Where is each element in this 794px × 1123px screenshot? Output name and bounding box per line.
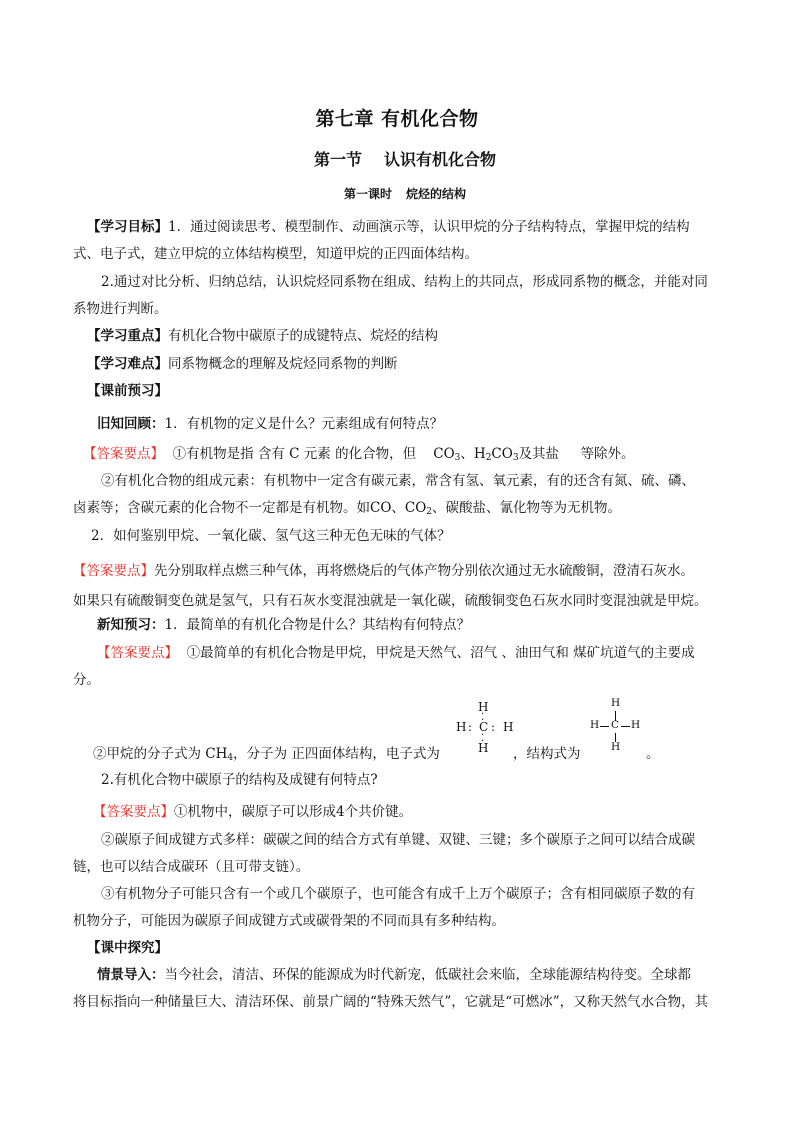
review-answer-1: 【答案要点】 ①有机物是指 含有 C 元素 的化合物，但 $CO_3$、$H_2CO_3$及其盐 等除外。 [83,446,635,463]
new-question-2: 2.有机化合物中碳原子的结构及成键有何特点? [101,772,378,788]
new-answer-b2-line-2: 链，也可以结合成碳环（且可带支链）。 [73,859,310,875]
new-answer-1-line-1: 【答案要点】 ①最简单的有机化合物是甲烷，甲烷是天然气、沼气 、油田气和 煤矿坑道气的主要成 [97,645,695,661]
answer-label: 【答案要点】 [97,645,178,661]
intro-label: 情景导入： [97,967,165,983]
review-answer-3-line-1: 【答案要点】先分别取样点燃三种气体，再将燃烧后的气体产物分别依次通过无水硫酸铜，澄清石灰水。 [73,563,694,579]
preview-heading: 【课前预习】 [87,383,168,399]
lesson-name: 烷烃的结构 [406,187,467,201]
new-preview-label: 新知预习： [97,617,165,633]
answer-label: 【答案要点】 [93,804,174,820]
review-question-2: 2．如何鉴别甲烷、一氧化碳、氢气这三种无色无味的气体？ [91,528,451,544]
key-point: 【学习重点】有机化合物中碳原子的成键特点、烷烃的结构 [87,328,438,344]
difficulty-point: 【学习难点】同系物概念的理解及烷烃同系物的判断 [87,356,398,372]
review-label: 旧知回顾： [97,416,165,432]
explore-line-2: 将目标指向一种储量巨大、清洁环保、前景广阔的“特殊天然气”，它就是“可燃冰”，又称天然气水合物，其 [73,994,709,1010]
explore-heading: 【课中探究】 [87,940,168,956]
structural-formula-label: ，结构式为 [513,746,581,762]
lesson-number: 第一课时 [343,187,392,201]
document-page: 第七章 有机化合物 第一节 认识有机化合物 第一课时 烷烃的结构 【学习目标】1．通过阅读思考、模型制作、动画演示等，认识甲烷的分子结构特点，掌握甲烷的结构 式、电子式，建立甲烷的立体结构模型，知道甲烷的正四面体结构。 2.通过对比分析、归纳总结，认识烷烃同系物在组成、结构上的共同点，形成同系物的概念，并能对同 系物进行判断。 【学习重点】有机化合物中碳原子的成键特点、烷烃的结构 【学习难点】同系物概念的理解及烷烃同系物的判断 【课前预习】 旧知回顾：1．有机物的定义是什么？元素组成有何特点？ 【答案要点】 ①有机物是指 含有 C 元素 的化合物，但 $CO_3$、$H_2CO_3$及其盐 等除外。 ②有机化合物的组成元素：有机物中一定含有碳元素，常含有氢、氧元素，有的还含有氮、硫、磷、 卤素等；含碳元素的化合物不一定都是有机物。如CO、$CO_2$、碳酸盐、氰化物等为无机物。 2．如何鉴别甲烷、一氧化碳、氢气这三种无色无味的气体？ 【答案要点】先分别取样点燃三种气体，再将燃烧后的气体产物分别依次通过无水硫酸铜，澄清石灰水。 如果只有硫酸铜变色就是氢气，只有石灰水变混浊就是一氧化碳，硫酸铜变色石灰水同时变混浊就是甲烷。 新知预习：1．最简单的有机化合物是什么？其结构有何特点？ 【答案要点】 ①最简单的有机化合物是甲烷，甲烷是天然气、沼气 、油田气和 煤矿坑道气的主要成 分。 H ⁚ H : C : H ⁚ H H H C H H ②甲烷的分子式为 $CH_4$，分子为 正四面体结构，电子式为 ，结构式为 。 2.有机化合物中碳原子的结构及成键有何特点? 【答案要点】①机物中，碳原子可以形成4个共价键。 ②碳原子间成键方式多样：碳碳之间的结合方式有单键、双键、三键；多个碳原子之间可以结合成碳 链，也可以结合成碳环（且可带支链）。 ③有机物分子可能只含有一个或几个碳原子，也可能含有成千上万个碳原子；含有相同碳原子数的有 机物分子，可能因为碳原子间成键方式或碳骨架的不同而具有多种结构。 【课中探究】 情景导入：当今社会，清洁、环保的能源成为时代新宠，低碳社会来临，全球能源结构待变。全球都 将目标指向一种储量巨大、清洁环保、前景广阔的“特殊天然气”，它就是“可燃冰”，又称天然气水合物，其 [0,0,794,1123]
difficulty-label: 【学习难点】 [87,356,168,372]
goals-line-3: 2.通过对比分析、归纳总结，认识烷烃同系物在组成、结构上的共同点，形成同系物的概念，并能对同 [101,274,708,290]
sentence-end: 。 [646,746,660,762]
goals-line-1: 【学习目标】1．通过阅读思考、模型制作、动画演示等，认识甲烷的分子结构特点，掌握甲烷的结构 [87,219,690,235]
review-answer-3-line-2: 如果只有硫酸铜变色就是氢气，只有石灰水变混浊就是一氧化碳，硫酸铜变色石灰水同时变混浊就是甲烷。 [73,593,708,609]
new-question-1: 新知预习：1．最简单的有机化合物是什么？其结构有何特点？ [97,617,471,633]
chapter-title: 第七章 有机化合物 [315,108,479,130]
key-label: 【学习重点】 [87,328,168,344]
answer-label: 【答案要点】 [73,563,154,579]
section-name: 认识有机化合物 [384,150,497,169]
goals-line-2: 式、电子式，建立甲烷的立体结构模型，知道甲烷的正四面体结构。 [73,246,478,262]
new-answer-b3-line-2: 机物分子，可能因为碳原子间成键方式或碳骨架的不同而具有多种结构。 [73,913,505,929]
lesson-title [0,185,794,202]
review-answer-2-line-1: ②有机化合物的组成元素：有机物中一定含有碳元素，常含有氢、氧元素，有的还含有氮、硫、磷、 [101,473,695,489]
new-answer-2: ②甲烷的分子式为 $CH_4$，分子为 正四面体结构，电子式为 [93,746,440,763]
goals-label: 【学习目标】 [87,219,168,235]
section-title [0,147,794,170]
review-answer-2-line-2: 卤素等；含碳元素的化合物不一定都是有机物。如CO、$CO_2$、碳酸盐、氰化物等为无机物。 [73,500,622,517]
section-number: 第一节 [313,150,362,169]
new-answer-b1: 【答案要点】①机物中，碳原子可以形成4个共价键。 [93,804,413,820]
explore-line-1: 情景导入：当今社会，清洁、环保的能源成为时代新宠，低碳社会来临，全球能源结构待变。全球都 [97,967,691,983]
review-question-1: 旧知回顾：1．有机物的定义是什么？元素组成有何特点？ [97,416,444,432]
new-answer-1-line-2: 分。 [73,672,100,688]
answer-label: 【答案要点】 [83,446,164,462]
new-answer-b3-line-1: ③有机物分子可能只含有一个或几个碳原子，也可能含有成千上万个碳原子；含有相同碳原子数的有 [101,886,695,902]
new-answer-b2-line-1: ②碳原子间成键方式多样：碳碳之间的结合方式有单键、双键、三键；多个碳原子之间可以结合成碳 [101,832,695,848]
goals-line-4: 系物进行判断。 [73,301,168,317]
